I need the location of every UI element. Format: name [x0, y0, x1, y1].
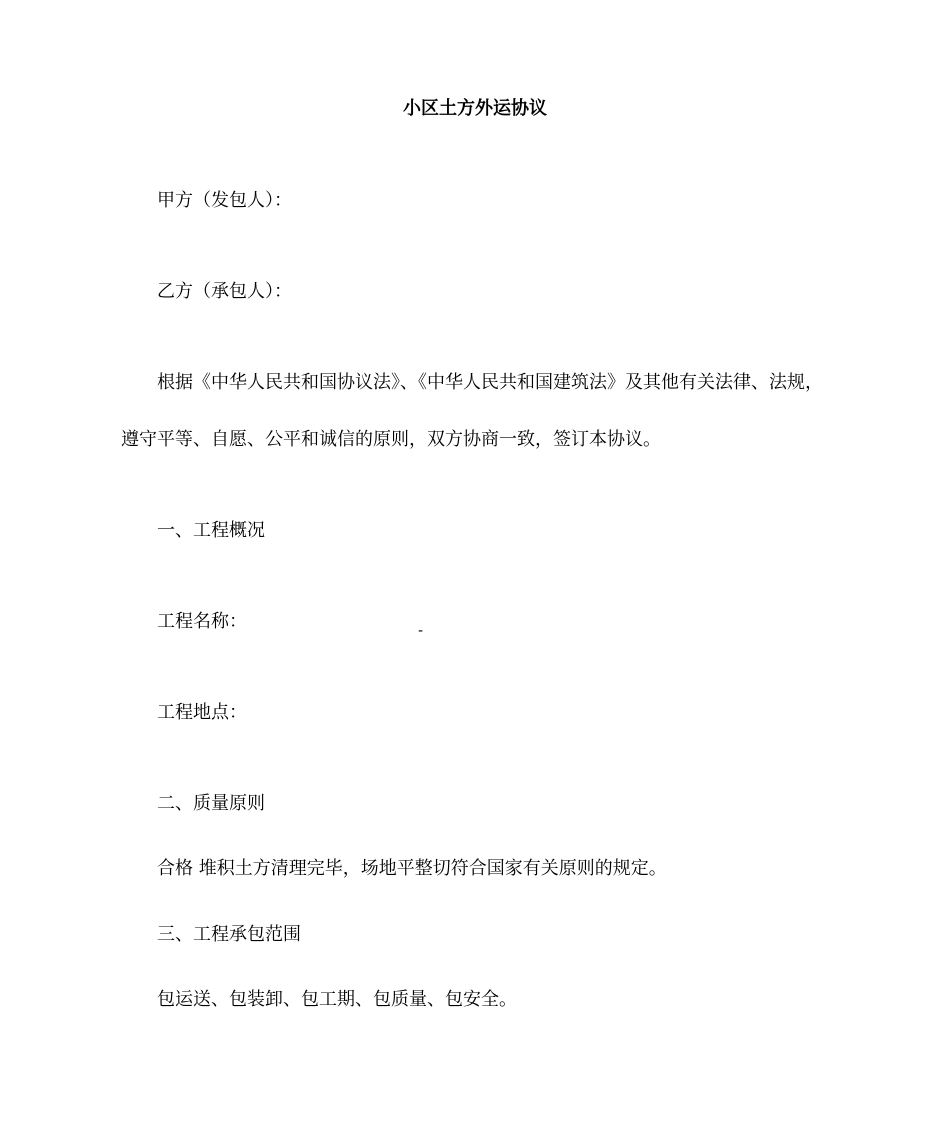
project-name-label: 工程名称：	[157, 611, 247, 632]
quality-text: 合格 堆积土方清理完毕，场地平整切符合国家有关原则的规定。	[157, 858, 667, 879]
preamble-line-2: 遵守平等、自愿、公平和诚信的原则，双方协商一致，签订本协议。	[121, 429, 661, 450]
document-title: 小区土方外运协议	[403, 98, 547, 119]
preamble-line-1: 根据《中华人民共和国协议法》、《中华人民共和国建筑法》及其他有关法律、法规，	[157, 372, 823, 393]
scope-text: 包运送、包装卸、包工期、包质量、包安全。	[157, 989, 517, 1010]
section-2-heading: 二、质量原则	[157, 793, 265, 814]
party-a-line: 甲方（发包人）：	[157, 190, 292, 211]
project-location-label: 工程地点：	[157, 702, 247, 723]
party-b-line: 乙方（承包人）：	[157, 281, 292, 302]
project-name-blank: -	[418, 623, 424, 639]
section-3-heading: 三、工程承包范围	[157, 924, 301, 945]
section-1-heading: 一、工程概况	[157, 520, 265, 541]
